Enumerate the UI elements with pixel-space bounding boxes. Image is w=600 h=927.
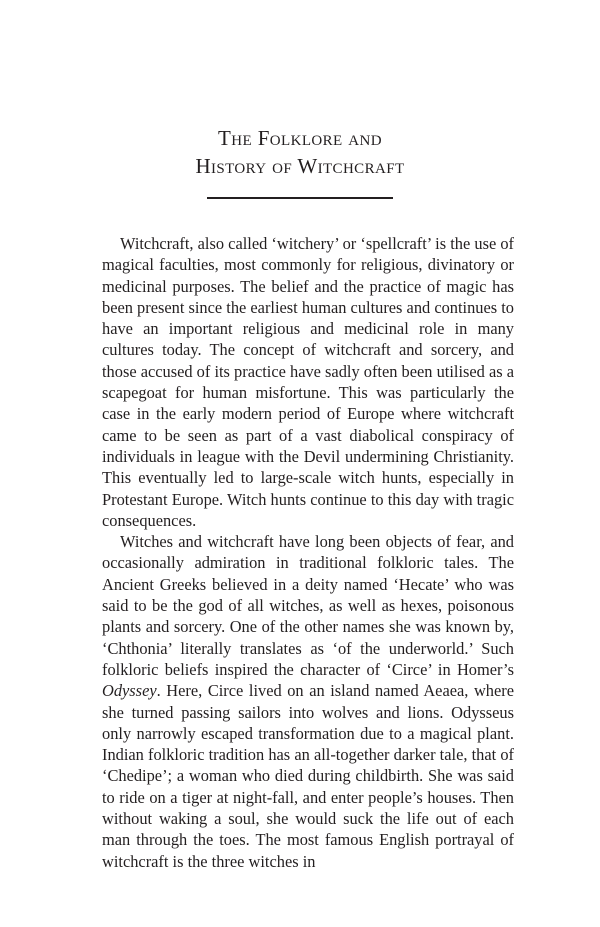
chapter-title-line-1: The Folklore and — [218, 126, 382, 150]
title-divider — [207, 197, 393, 199]
paragraph-2-part-2: . Here, Circe lived on an island named Aeaea, where she turned passing sailors into wolves and lions. Odysseus only narrowly escaped transformation due to a magical plant. Indian folkloric tradition has an all-together darker tale, that of ‘Chedipe’; a woman who died during childbirth. She was said to ride on a tiger at night-fall, and enter people’s houses. Then without waking a soul, she would suck the life out of each man through the toes. The most famous English portrayal of witchcraft is the three witches in — [102, 681, 514, 871]
paragraph-2 — [102, 531, 514, 872]
book-title-odyssey: Odyssey — [102, 681, 157, 701]
chapter-title-line-2: History of Witchcraft — [195, 154, 405, 178]
chapter-title — [0, 124, 600, 180]
body-text — [102, 233, 514, 872]
paragraph-1: Witchcraft, also called ‘witchery’ or ‘spellcraft’ is the use of magical faculties, most commonly for religious, divinatory or medicinal purposes. The belief and the practice of magic has been present since the earliest human cultures and continues to have an important religious and medicinal role in many cultures today. The concept of witchcraft and sorcery, and those accused of its practice have sadly often been utilised as a scapegoat for human misfortune. This was particularly the case in the early modern period of Europe where witchcraft came to be seen as part of a vast diabolical conspiracy of individuals in league with the Devil undermining Christianity. This eventually led to large-scale witch hunts, especially in Protestant Europe. Witch hunts continue to this day with tragic consequences. — [102, 234, 514, 530]
paragraph-2-part-1: Witches and witchcraft have long been objects of fear, and occasionally admiration in traditional folkloric tales. The Ancient Greeks believed in a deity named ‘Hecate’ who was said to be the god of all witches, as well as hexes, poisonous plants and sorcery. One of the other names she was known by, ‘Chthonia’ literally translates as ‘of the underworld.’ Such folkloric beliefs inspired the character of ‘Circe’ in Homer’s — [102, 532, 514, 679]
